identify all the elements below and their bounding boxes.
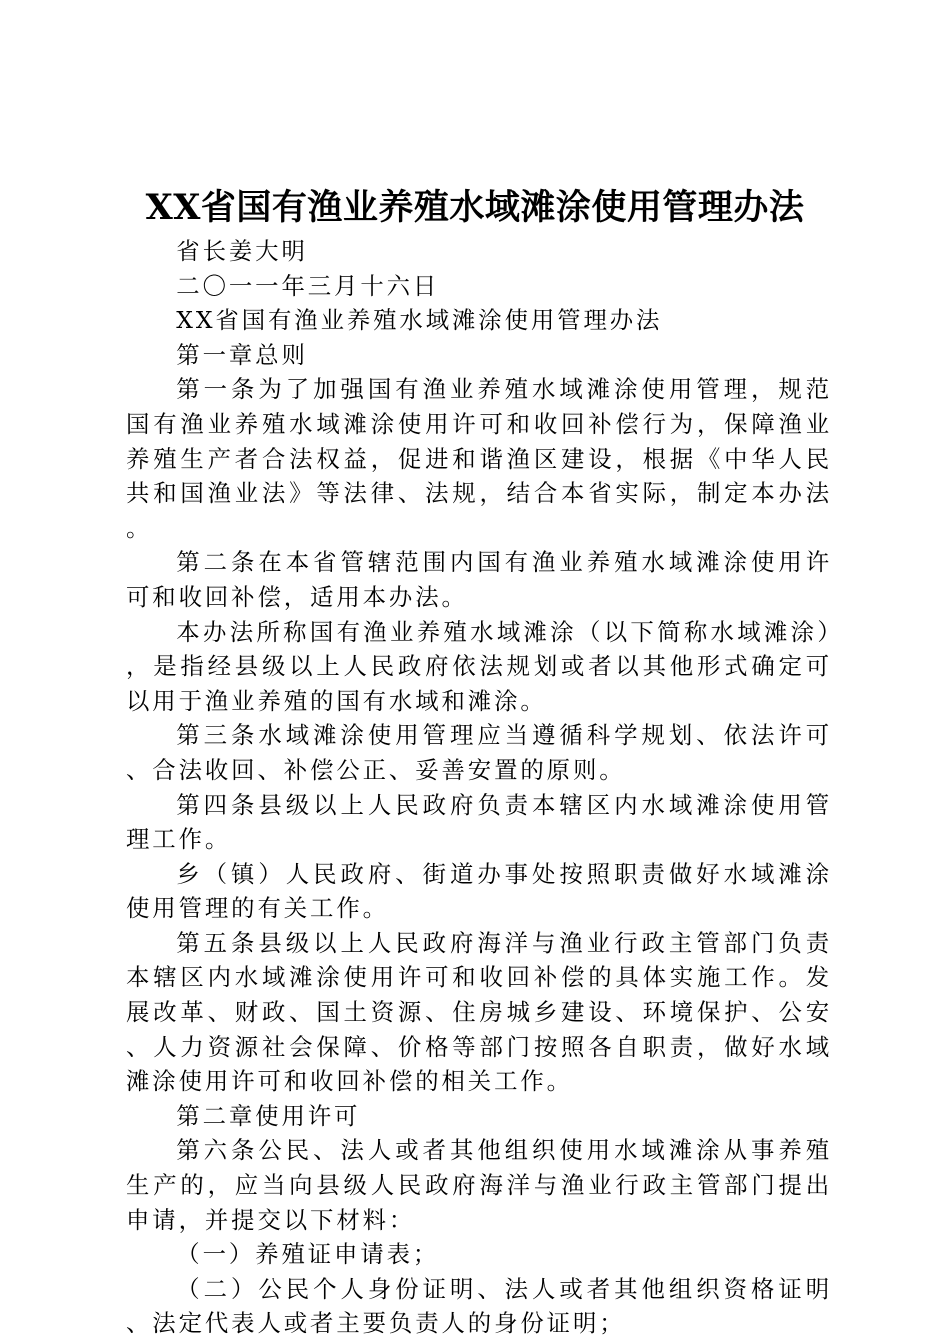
article-6-item-1: （一）养殖证申请表； [176,1240,440,1269]
chapter-heading-1: 第一章总则 [176,340,308,369]
regulation-name: XX省国有渔业养殖水域滩涂使用管理办法 [176,306,663,335]
article-5: 第五条县级以上人民政府海洋与渔业行政主管部门负责本辖区内水域滩涂使用许可和收回补偿的具体实施工作。发展改革、财政、国土资源、住房城乡建设、环境保护、公安、人力资源社会保障、价格等部门按照各自职责，做好水域滩涂使用许可和收回补偿的相关工作。 [126,928,832,1096]
article-4-township: 乡（镇）人民政府、街道办事处按照职责做好水域滩涂使用管理的有关工作。 [126,859,832,923]
article-1: 第一条为了加强国有渔业养殖水域滩涂使用管理，规范国有渔业养殖水域滩涂使用许可和收回补偿行为，保障渔业养殖生产者合法权益，促进和谐渔区建设，根据《中华人民共和国渔业法》等法律、法规，结合本省实际，制定本办法。 [126,375,832,542]
chapter-heading-2: 第二章使用许可 [176,1101,361,1130]
article-2-definition: 本办法所称国有渔业养殖水域滩涂（以下简称水域滩涂），是指经县级以上人民政府依法规划或者以其他形式确定可以用于渔业养殖的国有水域和滩涂。 [126,617,832,715]
article-4: 第四条县级以上人民政府负责本辖区内水域滩涂使用管理工作。 [126,790,832,854]
document-title: XX省国有渔业养殖水域滩涂使用管理办法 [145,187,805,228]
date-line: 二〇一一年三月十六日 [176,271,440,300]
article-6-item-2: （二）公民个人身份证明、法人或者其他组织资格证明、法定代表人或者主要负责人的身份证明； [126,1274,832,1338]
document-body [126,234,832,1341]
article-6: 第六条公民、法人或者其他组织使用水域滩涂从事养殖生产的，应当向县级人民政府海洋与渔业行政主管部门提出申请，并提交以下材料： [126,1136,832,1234]
signatory-line: 省长姜大明 [176,237,308,265]
article-3: 第三条水域滩涂使用管理应当遵循科学规划、依法许可、合法收回、补偿公正、妥善安置的原则。 [126,721,832,784]
article-2: 第二条在本省管辖范围内国有渔业养殖水域滩涂使用许可和收回补偿，适用本办法。 [126,548,832,611]
